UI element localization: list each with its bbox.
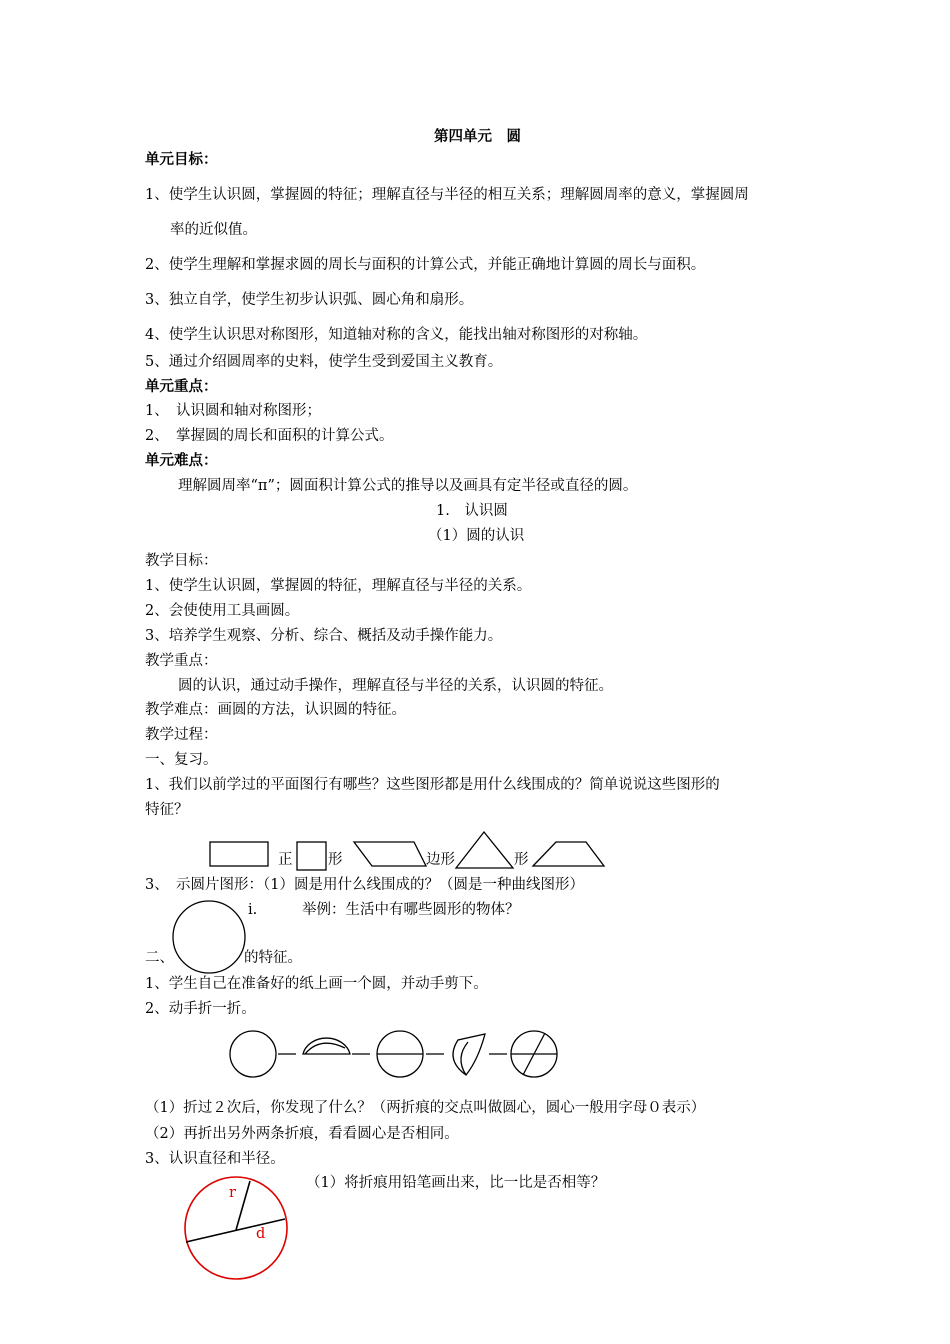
difficulty-heading: 单元难点： — [145, 453, 218, 469]
key-point: 2、 掌握圆的周长和面积的计算公式。 — [145, 428, 394, 444]
goal: 5、通过介绍圆周率的史料，使学生受到爱国主义教育。 — [145, 354, 503, 370]
shape-label: 形 — [328, 852, 343, 868]
fold-question: 3、认识直径和半径。 — [145, 1151, 285, 1167]
item-3: 3、 示圆片图形：（1）圆是用什么线围成的？（圆是一种曲线图形） — [145, 877, 584, 893]
lesson-line: 教学重点： — [145, 653, 218, 669]
difficulty: 理解圆周率“π”；圆面积计算公式的推导以及画具有定半径或直径的圆。 — [178, 478, 638, 494]
radius-diameter-diagram — [185, 1177, 287, 1279]
goal: 3、独立自学，使学生初步认识弧、圆心角和扇形。 — [145, 292, 474, 308]
radius-label: r — [229, 1185, 236, 1201]
fold-question: （1）折过２次后，你发现了什么？（两折痕的交点叫做圆心，圆心一般用字母０表示） — [145, 1100, 706, 1116]
triangle-shape — [456, 832, 513, 868]
shape-label: 边形 — [426, 852, 455, 868]
item-3-marker: i. — [248, 902, 258, 918]
key-heading: 单元重点： — [145, 379, 218, 395]
key-point: 1、 认识圆和轴对称图形； — [145, 403, 321, 419]
trapezoid-shape — [533, 842, 604, 866]
step: 2、动手折一折。 — [145, 1001, 256, 1017]
page-title: 第四单元 圆 — [434, 129, 521, 145]
circle-card — [173, 901, 245, 973]
lesson-line: 教学目标： — [145, 553, 218, 569]
shape-label: 形 — [514, 852, 529, 868]
goal: 率的近似值。 — [170, 222, 257, 238]
goal: 4、使学生认识思对称图形，知道轴对称的含义，能找出轴对称图形的对称轴。 — [145, 327, 648, 343]
shape-label: 正 — [278, 852, 293, 868]
subsection-title: （1）圆的认识 — [428, 528, 525, 544]
lesson-line: 3、培养学生观察、分析、综合、概括及动手操作能力。 — [145, 628, 503, 644]
goal: 2、使学生理解和掌握求圆的周长与面积的计算公式，并能正确地计算圆的周长与面积。 — [145, 257, 706, 273]
lesson-line: 一、复习。 — [145, 752, 218, 768]
goal: 1、使学生认识圆，掌握圆的特征；理解直径与半径的相互关系；理解圆周率的意义，掌握圆周 — [145, 187, 749, 203]
folding-diagram — [230, 1031, 557, 1077]
item-3-example: 举例：生活中有哪些圆形的物体？ — [302, 902, 520, 918]
lesson-line: 教学过程： — [145, 727, 218, 743]
part-2-tail: 的特征。 — [244, 950, 302, 966]
lesson-line: 1、使学生认识圆，掌握圆的特征，理解直径与半径的关系。 — [145, 578, 532, 594]
square-shape — [297, 842, 326, 870]
step: 1、学生自己在准备好的纸上画一个圆，并动手剪下。 — [145, 976, 488, 992]
section-title: 1. 认识圆 — [436, 503, 508, 519]
rectangle-shape — [210, 842, 268, 866]
parallelogram-shape — [354, 842, 426, 866]
lesson-line: 1、我们以前学过的平面图行有哪些？这些图形都是用什么线围成的？简单说说这些图形的 — [145, 777, 720, 793]
goals-heading: 单元目标： — [145, 152, 218, 168]
diameter-label: d — [256, 1226, 266, 1242]
lesson-line: 特征？ — [145, 802, 189, 818]
lesson-line: 2、会使使用工具画圆。 — [145, 603, 300, 619]
part-2: 二、 — [145, 950, 174, 966]
draw-question: （1）将折痕用铅笔画出来，比一比是否相等？ — [306, 1175, 606, 1191]
lesson-line: 圆的认识，通过动手操作，理解直径与半径的关系，认识圆的特征。 — [178, 678, 613, 694]
fold-question: （2）再折出另外两条折痕，看看圆心是否相同。 — [145, 1126, 459, 1142]
lesson-line: 教学难点：画圆的方法，认识圆的特征。 — [145, 702, 406, 718]
